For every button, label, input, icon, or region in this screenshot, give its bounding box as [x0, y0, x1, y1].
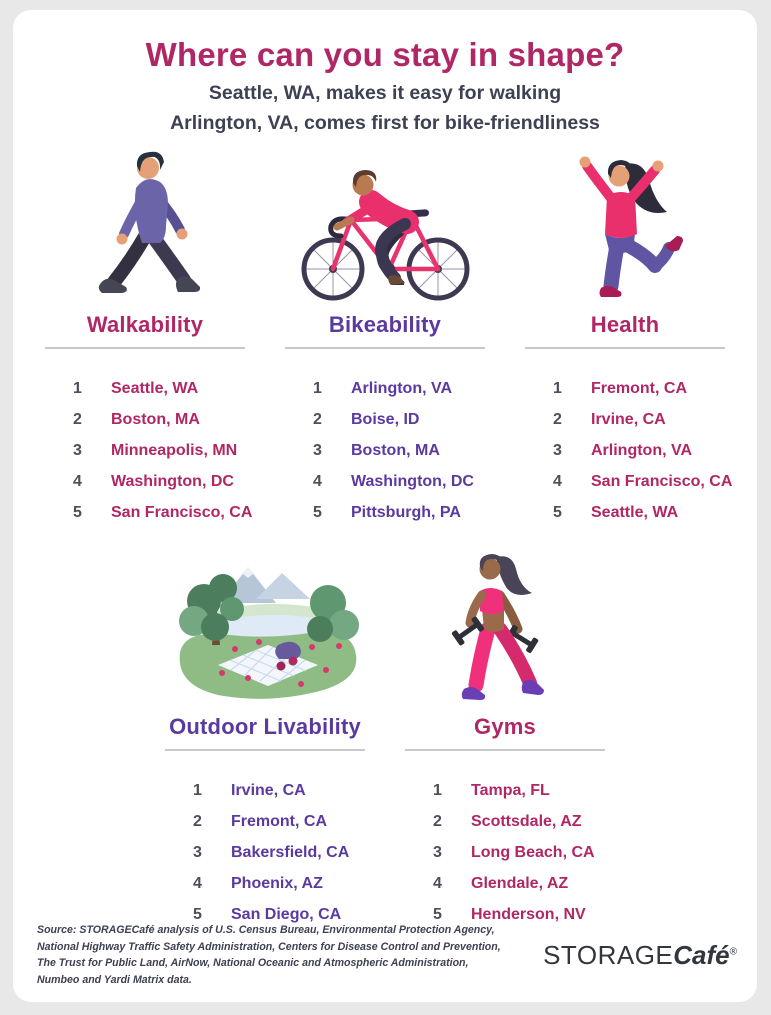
city-name: Washington, DC — [351, 472, 474, 490]
category-health — [505, 140, 745, 528]
rank-number: 4 — [553, 472, 562, 490]
logo-cafe-text: Café — [673, 939, 730, 970]
city-name: Tampa, FL — [471, 781, 550, 799]
list-item — [553, 404, 745, 435]
list-item — [553, 373, 745, 404]
subtitle-line-1: Seattle, WA, makes it easy for walking — [208, 82, 562, 104]
list-item — [193, 806, 385, 837]
rank-number: 3 — [553, 441, 562, 459]
rank-number: 3 — [193, 843, 202, 861]
storagecafe-logo — [543, 940, 737, 971]
rank-number: 2 — [433, 812, 442, 830]
city-name: Irvine, CA — [591, 410, 666, 428]
rank-number: 5 — [73, 503, 82, 521]
rank-number: 5 — [193, 905, 202, 923]
city-name: Arlington, VA — [591, 441, 693, 459]
gym-woman-illustration — [420, 542, 590, 708]
park-scene-illustration — [160, 542, 370, 708]
source-note: Source: STORAGECafé analysis of U.S. Census Bureau, Environmental Protection Agency, National Highway Traffic Safety Administration, Centers for Disease Control and Prevention, The Trust for Public Land, AirNow, National Oceanic and Atmospheric Administration, Numbeo and Yardi Matrix data. — [37, 924, 501, 986]
list-item — [313, 435, 505, 466]
categories-row-2 — [13, 542, 757, 930]
walkability-ranking-list — [25, 373, 265, 528]
rank-number: 5 — [313, 503, 322, 521]
rank-number: 2 — [553, 410, 562, 428]
walking-person-icon — [60, 146, 230, 306]
rank-number: 1 — [73, 379, 82, 397]
city-name: San Diego, CA — [231, 905, 342, 923]
category-walkability — [25, 140, 265, 528]
city-name: Arlington, VA — [351, 379, 453, 397]
gyms-ranking-list — [385, 775, 625, 930]
list-item — [73, 435, 265, 466]
city-name: Boise, ID — [351, 410, 420, 428]
divider — [405, 749, 605, 751]
rank-number: 3 — [73, 441, 82, 459]
cyclist-icon — [285, 156, 485, 306]
city-name: Seattle, WA — [591, 503, 679, 521]
city-name: Boston, MA — [111, 410, 200, 428]
infographic-card — [13, 10, 757, 1002]
city-name: Fremont, CA — [231, 812, 327, 830]
city-name: Scottsdale, AZ — [471, 812, 582, 830]
rank-number: 2 — [193, 812, 202, 830]
rank-number: 4 — [193, 874, 202, 892]
category-outdoor-livability — [145, 542, 385, 930]
rank-number: 5 — [553, 503, 562, 521]
list-item — [73, 373, 265, 404]
city-name: Long Beach, CA — [471, 843, 595, 861]
list-item — [313, 466, 505, 497]
category-title-walkability: Walkability — [86, 312, 204, 337]
jumping-woman-illustration — [545, 140, 705, 306]
divider — [285, 347, 485, 349]
city-name: Fremont, CA — [591, 379, 687, 397]
list-item — [553, 497, 745, 528]
outdoor-livability-ranking-list — [145, 775, 385, 930]
city-name: Henderson, NV — [471, 905, 586, 923]
rank-number: 2 — [73, 410, 82, 428]
category-bikeability — [265, 140, 505, 528]
rank-number: 4 — [73, 472, 82, 490]
category-gyms — [385, 542, 625, 930]
category-title-outdoor-livability: Outdoor Livability — [169, 714, 361, 739]
city-name: Minneapolis, MN — [111, 441, 238, 459]
list-item — [313, 404, 505, 435]
city-name: Irvine, CA — [231, 781, 306, 799]
list-item — [313, 497, 505, 528]
rank-number: 4 — [313, 472, 322, 490]
gym-woman-icon — [420, 543, 590, 708]
rank-number: 2 — [313, 410, 322, 428]
health-ranking-list — [505, 373, 745, 528]
footer — [37, 922, 737, 988]
rank-number: 4 — [433, 874, 442, 892]
registered-trademark-symbol: ® — [729, 946, 737, 958]
city-name: Pittsburgh, PA — [351, 503, 461, 521]
cyclist-illustration — [285, 140, 485, 306]
city-name: Washington, DC — [111, 472, 234, 490]
city-name: Seattle, WA — [111, 379, 199, 397]
page-title: Where can you stay in shape? — [145, 36, 625, 73]
list-item — [553, 466, 745, 497]
bikeability-ranking-list — [265, 373, 505, 528]
rank-number: 1 — [433, 781, 442, 799]
walking-person-illustration — [60, 140, 230, 306]
category-title-health: Health — [590, 312, 660, 337]
city-name: Bakersfield, CA — [231, 843, 350, 861]
list-item — [73, 497, 265, 528]
rank-number: 1 — [313, 379, 322, 397]
list-item — [73, 404, 265, 435]
city-name: Phoenix, AZ — [231, 874, 323, 892]
city-name: Glendale, AZ — [471, 874, 569, 892]
subtitle-line-2: Arlington, VA, comes first for bike-friendliness — [170, 112, 600, 134]
rank-number: 5 — [433, 905, 442, 923]
list-item — [433, 868, 625, 899]
category-title-bikeability: Bikeability — [328, 312, 442, 337]
jumping-woman-icon — [545, 146, 705, 306]
city-name: San Francisco, CA — [591, 472, 733, 490]
rank-number: 3 — [433, 843, 442, 861]
logo-storage-text: STORAGE — [543, 939, 674, 970]
list-item — [193, 837, 385, 868]
list-item — [313, 373, 505, 404]
list-item — [73, 466, 265, 497]
park-scene-icon — [160, 553, 370, 708]
list-item — [193, 868, 385, 899]
list-item — [433, 837, 625, 868]
list-item — [433, 806, 625, 837]
divider — [45, 347, 245, 349]
list-item — [193, 775, 385, 806]
divider — [165, 749, 365, 751]
list-item — [433, 775, 625, 806]
rank-number: 1 — [553, 379, 562, 397]
category-title-gyms: Gyms — [474, 714, 536, 739]
categories-row-1 — [13, 140, 757, 528]
city-name: San Francisco, CA — [111, 503, 253, 521]
city-name: Boston, MA — [351, 441, 440, 459]
divider — [525, 347, 725, 349]
rank-number: 3 — [313, 441, 322, 459]
rank-number: 1 — [193, 781, 202, 799]
list-item — [553, 435, 745, 466]
